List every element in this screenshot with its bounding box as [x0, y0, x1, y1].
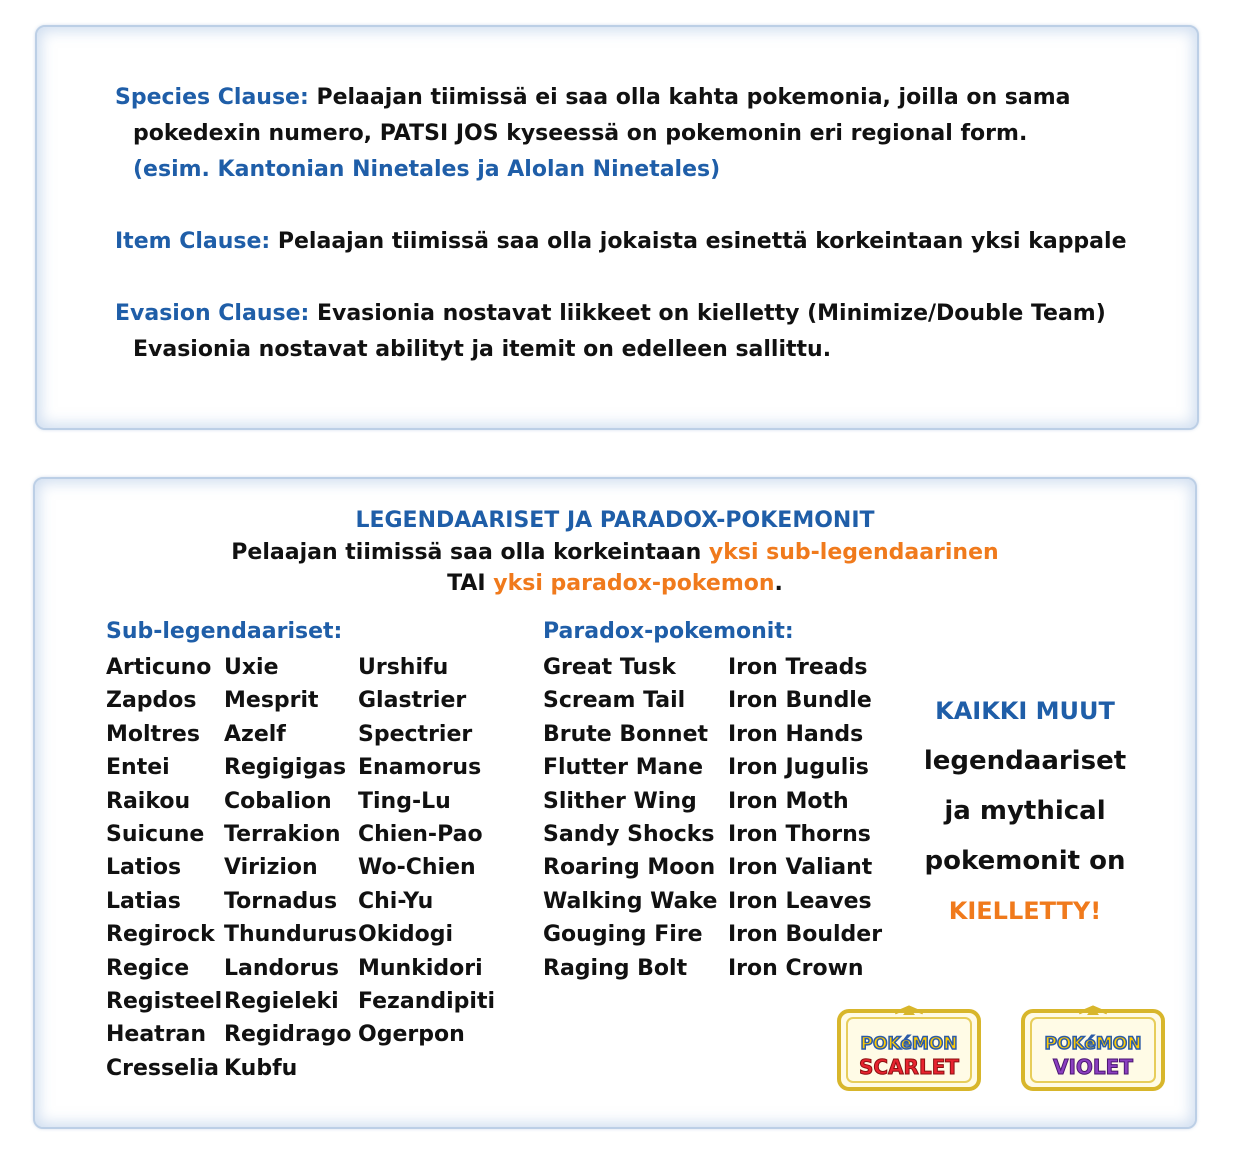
sub-legendary-list-1 — [106, 651, 222, 1085]
violet-brand-text: POKéMON — [1044, 1034, 1142, 1054]
pokemon-list-item: Okidogi — [358, 922, 454, 948]
pokemon-list-item: Wo-Chien — [358, 855, 476, 881]
rules-panel — [35, 25, 1199, 430]
pokemon-list-item: Azelf — [224, 721, 286, 747]
paradox-title: Paradox-pokemonit: — [543, 619, 794, 644]
banned-tail: KIELLETTY! — [948, 897, 1102, 925]
pokemon-list-item: Sandy Shocks — [543, 821, 715, 847]
banned-line: ja mythical — [944, 796, 1106, 826]
pokemon-list-item: Gouging Fire — [543, 922, 703, 948]
pokemon-list-item: Ogerpon — [358, 1022, 465, 1048]
pokemon-list-item: Iron Jugulis — [728, 755, 869, 781]
pokemon-list-item: Entei — [106, 755, 170, 781]
pokemon-list-item: Glastrier — [358, 688, 467, 714]
pokemon-list-item: Ting-Lu — [358, 788, 451, 814]
legends-heading: LEGENDAARISET JA PARADOX-POKEMONIT — [355, 508, 875, 533]
pokemon-list-item: Enamorus — [358, 755, 482, 781]
pokemon-list-item: Kubfu — [224, 1055, 298, 1081]
pokemon-list-item: Urshifu — [358, 655, 449, 680]
pokemon-list-item: Regieleki — [224, 988, 339, 1014]
pokemon-list-item: Iron Valiant — [728, 855, 873, 881]
pokemon-list-item: Moltres — [106, 721, 200, 747]
pokemon-list-item: Regigigas — [224, 755, 347, 781]
pokemon-list-item: Iron Hands — [728, 721, 864, 747]
sub-legendary-title: Sub-legendaariset: — [106, 619, 343, 644]
pokemon-list-item: Terrakion — [224, 821, 341, 847]
pokemon-list-item: Iron Moth — [728, 788, 849, 814]
banned-heading: KAIKKI MUUT — [935, 697, 1115, 725]
pokemon-list-item: Registeel — [106, 988, 223, 1014]
pokemon-list-item: Flutter Mane — [543, 755, 704, 781]
pokemon-list-item: Chien-Pao — [358, 821, 483, 847]
evasion-clause-name: Evasion Clause: — [115, 301, 310, 326]
legends-rule-line2-text: TAI — [447, 571, 486, 596]
pokemon-list-item: Iron Boulder — [728, 922, 883, 948]
evasion-clause — [115, 296, 1106, 368]
evasion-clause-text: Evasionia nostavat liikkeet on kielletty (Minimize/Double Team) — [316, 301, 1106, 326]
species-clause-text: Pelaajan tiimissä ei saa olla kahta pokemonia, joilla on sama — [316, 85, 1071, 110]
pokemon-list-item: Latios — [106, 855, 182, 881]
pokemon-list-item: Uxie — [224, 655, 279, 680]
pokemon-list-item: Brute Bonnet — [543, 721, 709, 747]
sub-legendary-list-3 — [358, 651, 495, 1052]
banned-notice — [905, 686, 1145, 936]
species-clause-example: (esim. Kantonian Ninetales ja Alolan Ninetales) — [133, 157, 721, 182]
pokemon-list-item: Slither Wing — [543, 788, 697, 814]
legends-panel — [33, 477, 1197, 1129]
pokemon-list-item: Great Tusk — [543, 655, 676, 680]
pokemon-list-item: Regice — [106, 955, 190, 981]
pokemon-list-item: Iron Thorns — [728, 821, 871, 847]
pokemon-list-item: Regirock — [106, 922, 215, 948]
species-clause-name: Species Clause: — [115, 85, 309, 110]
pokemon-list-item: Chi-Yu — [358, 888, 434, 914]
pokemon-list-item: Heatran — [106, 1022, 207, 1048]
pokemon-list-item: Virizion — [224, 855, 318, 881]
pokemon-list-item: Cobalion — [224, 788, 332, 814]
pokemon-scarlet-logo — [835, 1005, 983, 1093]
evasion-clause-continuation: Evasionia nostavat abilityt ja itemit on edelleen sallittu. — [133, 337, 832, 362]
pokemon-list-item: Regidrago — [224, 1022, 352, 1048]
banned-line: legendaariset — [923, 746, 1127, 776]
pokemon-list-item: Iron Leaves — [728, 888, 872, 914]
legends-rule-line1-text: Pelaajan tiimissä saa olla korkeintaan — [231, 540, 702, 565]
paradox-list-1 — [543, 651, 717, 985]
pokemon-list-item: Thundurus — [224, 922, 358, 948]
pokemon-list-item: Scream Tail — [543, 688, 686, 714]
item-clause-name: Item Clause: — [115, 229, 271, 254]
pokemon-list-item: Raikou — [106, 788, 191, 814]
paradox-list-2 — [728, 651, 882, 985]
item-clause — [115, 224, 1127, 260]
legends-rule-line1 — [35, 540, 1195, 565]
pokemon-list-item: Mesprit — [224, 688, 319, 714]
pokemon-list-item: Munkidori — [358, 955, 483, 981]
banned-line: pokemonit on — [924, 846, 1126, 876]
pokemon-list-item: Landorus — [224, 955, 339, 981]
legends-rule-line1-highlight: yksi sub-legendaarinen — [708, 540, 999, 565]
pokemon-list-item: Suicune — [106, 821, 205, 847]
pokemon-list-item: Articuno — [106, 655, 212, 680]
pokemon-list-item: Latias — [106, 888, 181, 914]
pokemon-list-item: Iron Bundle — [728, 688, 872, 714]
item-clause-text: Pelaajan tiimissä saa olla jokaista esinettä korkeintaan yksi kappale — [277, 229, 1127, 254]
pokemon-list-item: Walking Wake — [543, 888, 718, 914]
pokemon-list-item: Tornadus — [224, 888, 338, 914]
legends-rule-line2 — [35, 571, 1195, 596]
legends-rule-line2-suffix: . — [774, 571, 783, 596]
pokemon-list-item: Raging Bolt — [543, 955, 688, 981]
pokemon-list-item: Iron Crown — [728, 955, 864, 981]
pokemon-list-item: Zapdos — [106, 688, 197, 714]
pokemon-list-item: Spectrier — [358, 721, 473, 747]
legends-rule-line2-highlight: yksi paradox-pokemon — [493, 571, 775, 596]
sub-legendary-list-2 — [224, 651, 357, 1085]
scarlet-title-text: SCARLET — [858, 1055, 960, 1079]
pokemon-list-item: Cresselia — [106, 1055, 219, 1081]
pokemon-list-item: Iron Treads — [728, 655, 868, 680]
scarlet-brand-text: POKéMON — [860, 1034, 958, 1054]
pokemon-violet-logo — [1019, 1005, 1167, 1093]
species-clause-continuation: pokedexin numero, PATSI JOS kyseessä on pokemonin eri regional form. — [133, 121, 1028, 146]
pokemon-list-item: Roaring Moon — [543, 855, 716, 881]
pokemon-list-item: Fezandipiti — [358, 988, 496, 1014]
violet-title-text: VIOLET — [1053, 1055, 1133, 1079]
species-clause — [115, 80, 1070, 188]
